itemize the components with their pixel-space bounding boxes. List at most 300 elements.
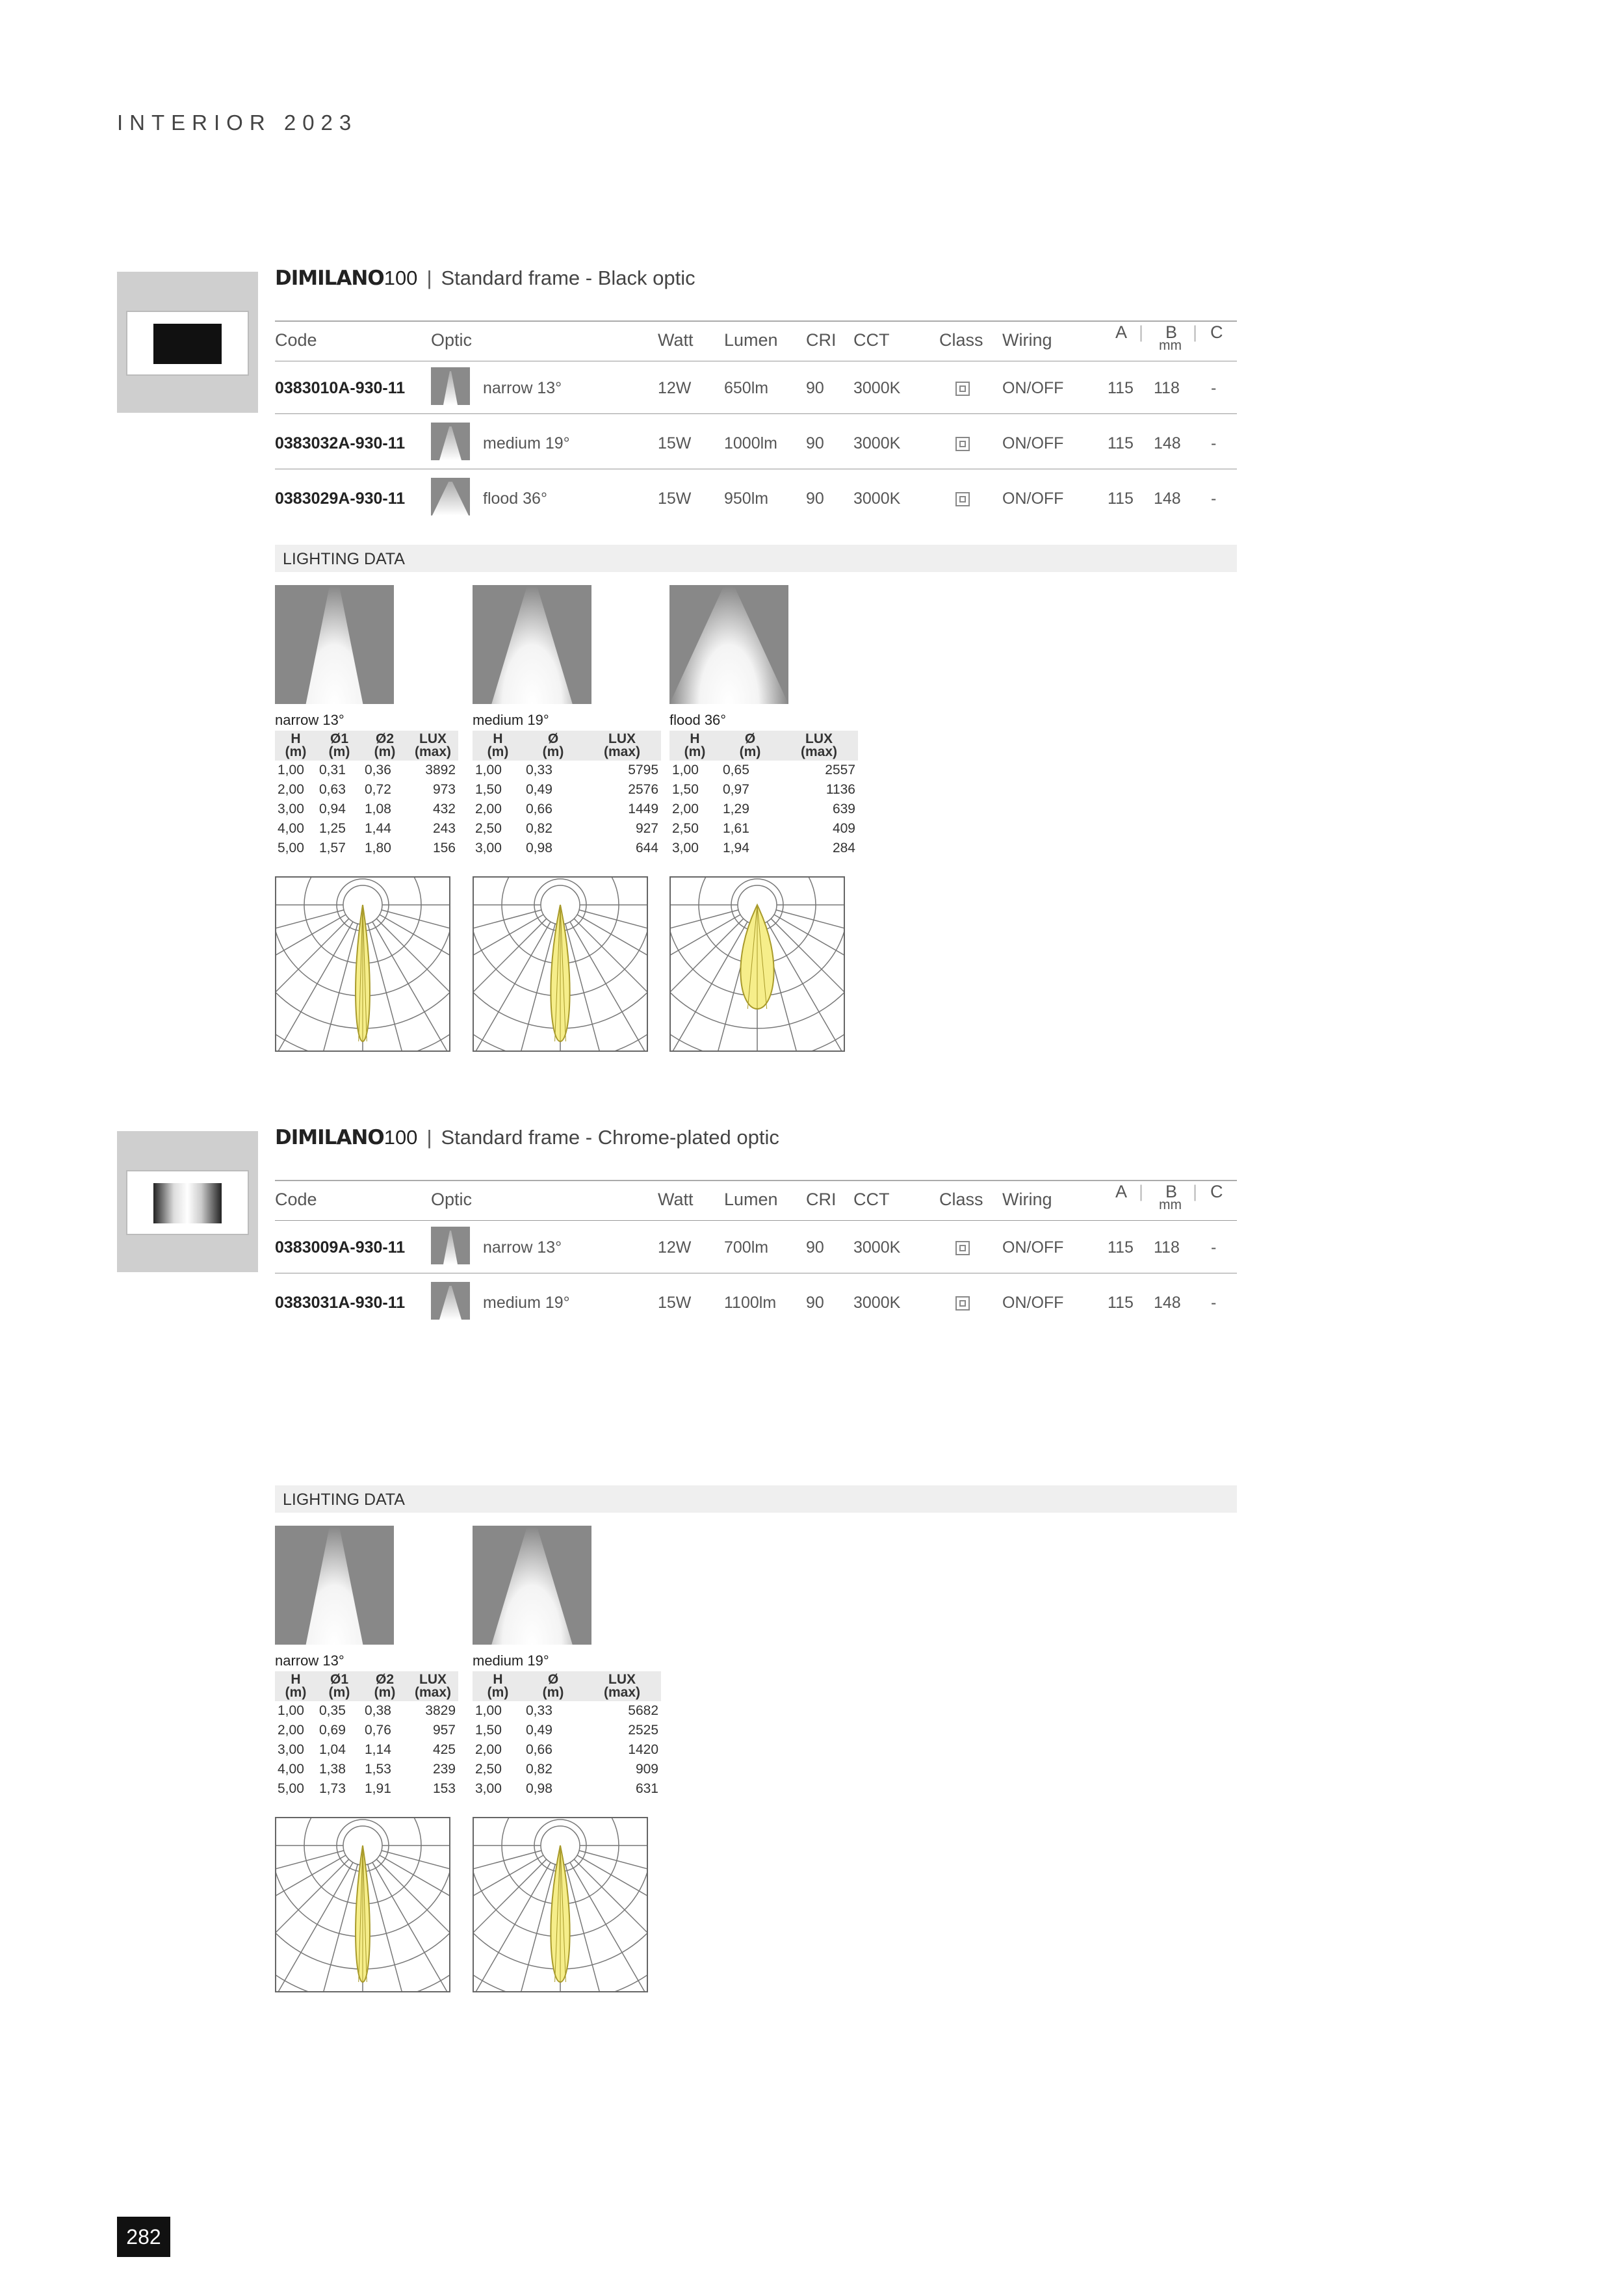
photometric-cell: 409 — [832, 821, 855, 836]
photometric-cell: 1,50 — [475, 1723, 502, 1738]
optic-beam-icon — [431, 1227, 470, 1264]
product-code: 0383009A-930-11 — [275, 1238, 406, 1257]
wiring-value: ON/OFF — [1002, 1238, 1064, 1257]
photometric-cell: 0,82 — [526, 1762, 552, 1777]
beam-label: narrow 13° — [275, 1652, 344, 1669]
photometric-cell: 4,00 — [278, 1762, 304, 1777]
polar-diagram — [275, 1817, 450, 1992]
class-ii-icon — [955, 1296, 970, 1311]
photometric-row — [275, 1760, 458, 1779]
wiring-value: ON/OFF — [1002, 434, 1064, 452]
header-label: Ø1 — [330, 731, 348, 746]
header-label: Ø — [744, 731, 756, 746]
fixture-optic — [153, 324, 222, 364]
photometric-cell: 639 — [832, 802, 855, 816]
photometric-cell: 425 — [432, 1742, 456, 1757]
product-code: 0383031A-930-11 — [275, 1294, 406, 1312]
column-header-code: Code — [275, 330, 317, 350]
optic-beam-icon — [431, 1282, 470, 1320]
dimension-b: 118 — [1154, 1238, 1180, 1257]
photometric-cell: 1,44 — [365, 821, 391, 836]
photometric-row — [473, 761, 661, 780]
photometric-cell: 1,14 — [365, 1742, 391, 1757]
photometric-cell: 2,50 — [475, 821, 502, 836]
column-header-cct: CCT — [853, 1190, 890, 1209]
photometric-row — [669, 839, 858, 858]
product-thumbnail — [117, 272, 258, 413]
photometric-cell: 2,50 — [672, 821, 699, 836]
header-divider: | — [1139, 1182, 1144, 1201]
optic-label: medium 19° — [483, 434, 570, 452]
product-code: 0383029A-930-11 — [275, 489, 406, 508]
lumen-value: 650lm — [724, 379, 769, 397]
product-code: 0383010A-930-11 — [275, 379, 406, 397]
header-label: Ø2 — [375, 1672, 394, 1687]
photometric-header — [473, 731, 523, 761]
dimension-c: - — [1211, 379, 1217, 397]
dimension-b: 148 — [1154, 434, 1181, 452]
photometric-cell: 2,00 — [475, 802, 502, 816]
photometric-row — [275, 1779, 458, 1799]
lumen-value: 700lm — [724, 1238, 769, 1257]
photometric-cell: 0,36 — [365, 763, 391, 777]
photometric-row — [275, 800, 458, 819]
header-unit: (m) — [487, 1685, 509, 1700]
beam-cone — [275, 585, 394, 704]
photometric-cell: 1,00 — [278, 763, 304, 777]
photometric-row — [669, 780, 858, 800]
lumen-value: 950lm — [724, 489, 769, 508]
polar-diagram — [669, 876, 845, 1052]
header-label: Ø — [547, 731, 559, 746]
photometric-header — [317, 731, 362, 761]
header-label: Ø — [547, 1672, 559, 1687]
photometric-cell: 2,00 — [278, 782, 304, 797]
photometric-cell: 1,80 — [365, 841, 391, 855]
product-title — [275, 267, 695, 290]
photometric-cell: 1,50 — [475, 782, 502, 797]
cri-value: 90 — [806, 1294, 824, 1312]
photometric-cell: 1,53 — [365, 1762, 391, 1777]
column-header-optic: Optic — [431, 330, 473, 350]
photometric-cell: 2,00 — [475, 1742, 502, 1757]
dimension-a: 115 — [1108, 1294, 1134, 1312]
photometric-header — [317, 1671, 362, 1701]
column-header-c: C — [1210, 1182, 1223, 1201]
photometric-cell: 0,69 — [319, 1723, 346, 1738]
header-unit: (m) — [684, 744, 706, 759]
photometric-cell: 1,61 — [723, 821, 749, 836]
title-separator: | — [426, 1126, 432, 1149]
photometric-table — [473, 1671, 661, 1799]
photometric-cell: 239 — [432, 1762, 456, 1777]
photometric-cell: 1,38 — [319, 1762, 346, 1777]
photometric-row — [275, 1721, 458, 1740]
product-name: DIMILANO — [275, 1126, 384, 1149]
photometric-cell: 284 — [832, 841, 855, 855]
photometric-cell: 0,94 — [319, 802, 346, 816]
column-header-class: Class — [939, 330, 983, 350]
beam-cone — [473, 1526, 591, 1645]
photometric-cell: 927 — [635, 821, 658, 836]
photometric-cell: 973 — [432, 782, 456, 797]
photometric-cell: 957 — [432, 1723, 456, 1738]
photometric-cell: 909 — [635, 1762, 658, 1777]
photometric-header — [523, 1671, 583, 1701]
dimension-a: 115 — [1108, 379, 1134, 397]
beam-label: narrow 13° — [275, 712, 344, 728]
beam-shape — [443, 1231, 458, 1264]
photometric-cell: 0,82 — [526, 821, 552, 836]
column-header-a: A — [1115, 322, 1128, 342]
photometric-cell: 243 — [432, 821, 456, 836]
cct-value: 3000K — [853, 379, 901, 397]
header-unit: (m) — [374, 1685, 396, 1700]
header-unit: (m) — [328, 744, 350, 759]
photometric-cell: 2525 — [628, 1723, 658, 1738]
dimension-unit: mm — [1159, 338, 1182, 353]
header-unit: (m) — [285, 1685, 307, 1700]
header-unit: (max) — [800, 744, 838, 759]
beam-cone — [275, 1526, 394, 1645]
cri-value: 90 — [806, 379, 824, 397]
polar-diagram — [275, 876, 450, 1052]
photometric-cell: 3,00 — [672, 841, 699, 855]
lumen-value: 1100lm — [724, 1294, 777, 1312]
dimension-b: 118 — [1154, 379, 1180, 397]
header-unit: (m) — [542, 744, 564, 759]
dimension-c: - — [1211, 434, 1217, 452]
cri-value: 90 — [806, 1238, 824, 1257]
photometric-cell: 0,97 — [723, 782, 749, 797]
photometric-cell: 0,72 — [365, 782, 391, 797]
beam-photo — [473, 1526, 591, 1645]
photometric-cell: 0,31 — [319, 763, 346, 777]
photometric-cell: 0,49 — [526, 782, 552, 797]
header-label: LUX — [608, 1672, 636, 1687]
photometric-header — [523, 731, 583, 761]
photometric-row — [275, 839, 458, 858]
header-label: Ø1 — [330, 1672, 348, 1687]
optic-label: narrow 13° — [483, 1238, 562, 1257]
photometric-cell: 5,00 — [278, 841, 304, 855]
photometric-cell: 1449 — [628, 802, 658, 816]
photometric-row — [275, 1740, 458, 1760]
column-header-cct: CCT — [853, 330, 890, 350]
header-label: H — [493, 1672, 503, 1687]
photometric-cell: 432 — [432, 802, 456, 816]
watt-value: 12W — [658, 1238, 692, 1257]
photometric-cell: 1,50 — [672, 782, 699, 797]
optic-label: narrow 13° — [483, 379, 562, 397]
beam-label: medium 19° — [473, 712, 549, 728]
photometric-cell: 644 — [635, 841, 658, 855]
column-header-optic: Optic — [431, 1190, 473, 1209]
beam-photo — [669, 585, 788, 704]
watt-value: 15W — [658, 1294, 692, 1312]
column-header-c: C — [1210, 322, 1223, 342]
photometric-cell: 1136 — [825, 782, 855, 797]
beam-shape — [439, 1286, 461, 1320]
product-number: 100 — [383, 267, 418, 289]
photometric-row — [473, 819, 661, 839]
photometric-cell: 3,00 — [475, 1781, 502, 1796]
column-header-class: Class — [939, 1190, 983, 1209]
product-name: DIMILANO — [275, 267, 384, 290]
column-header-cri: CRI — [806, 330, 837, 350]
photometric-cell: 0,66 — [526, 802, 552, 816]
photometric-header — [473, 1671, 523, 1701]
header-divider: | — [1139, 322, 1144, 342]
photometric-header — [408, 1671, 458, 1701]
dimension-a: 115 — [1108, 434, 1134, 452]
fixture-frame — [126, 311, 249, 376]
photometric-cell: 0,63 — [319, 782, 346, 797]
product-thumbnail — [117, 1131, 258, 1272]
header-divider: | — [1193, 322, 1198, 342]
photometric-header — [720, 731, 780, 761]
photometric-cell: 0,98 — [526, 841, 552, 855]
photometric-cell: 1,00 — [278, 1703, 304, 1718]
beam-photo — [275, 585, 394, 704]
photometric-row — [473, 780, 661, 800]
header-label: Ø2 — [375, 731, 394, 746]
header-unit: (m) — [374, 744, 396, 759]
beam-cone — [669, 585, 788, 704]
polar-diagram — [473, 876, 648, 1052]
photometric-row — [275, 819, 458, 839]
header-label: LUX — [608, 731, 636, 746]
photometric-cell: 1,00 — [475, 1703, 502, 1718]
photometric-row — [473, 1779, 661, 1799]
photometric-cell: 631 — [635, 1781, 658, 1796]
column-header-b: B — [1165, 1182, 1178, 1201]
photometric-cell: 1420 — [628, 1742, 658, 1757]
column-header-watt: Watt — [658, 330, 694, 350]
beam-shape — [432, 482, 469, 515]
photometric-cell: 3892 — [425, 763, 456, 777]
column-header-lumen: Lumen — [724, 330, 778, 350]
class-ii-icon — [955, 1241, 970, 1255]
page-header-title: INTERIOR 2023 — [117, 111, 358, 135]
watt-value: 12W — [658, 379, 692, 397]
fixture-frame — [126, 1170, 249, 1235]
photometric-header — [362, 731, 408, 761]
photometric-cell: 1,00 — [475, 763, 502, 777]
column-header-b: B — [1165, 322, 1178, 342]
lumen-value: 1000lm — [724, 434, 777, 452]
cct-value: 3000K — [853, 489, 901, 508]
table-top-rule — [275, 1180, 1237, 1181]
lighting-data-bar — [275, 1485, 1237, 1513]
beam-photo — [473, 585, 591, 704]
wiring-value: ON/OFF — [1002, 379, 1064, 397]
header-label: H — [291, 731, 301, 746]
column-header-wiring: Wiring — [1002, 330, 1052, 350]
photometric-row — [473, 839, 661, 858]
header-unit: (m) — [487, 744, 509, 759]
column-header-a: A — [1115, 1182, 1128, 1201]
photometric-cell: 2,00 — [672, 802, 699, 816]
wiring-value: ON/OFF — [1002, 1294, 1064, 1312]
photometric-cell: 1,04 — [319, 1742, 346, 1757]
photometric-cell: 1,25 — [319, 821, 346, 836]
dimension-a: 115 — [1108, 489, 1134, 508]
photometric-header — [669, 731, 720, 761]
photometric-cell: 153 — [432, 1781, 456, 1796]
photometric-cell: 1,73 — [319, 1781, 346, 1796]
header-label: H — [493, 731, 503, 746]
beam-label: flood 36° — [669, 712, 727, 728]
photometric-cell: 0,65 — [723, 763, 749, 777]
column-header-code: Code — [275, 1190, 317, 1209]
photometric-cell: 3,00 — [278, 1742, 304, 1757]
photometric-cell: 2,50 — [475, 1762, 502, 1777]
page-number: 282 — [117, 2217, 170, 2257]
column-header-wiring: Wiring — [1002, 1190, 1052, 1209]
photometric-cell: 4,00 — [278, 821, 304, 836]
photometric-cell: 0,76 — [365, 1723, 391, 1738]
dimension-c: - — [1211, 1294, 1217, 1312]
photometric-cell: 5,00 — [278, 1781, 304, 1796]
photometric-cell: 1,94 — [723, 841, 749, 855]
lighting-data-label: LIGHTING DATA — [283, 1491, 405, 1509]
watt-value: 15W — [658, 489, 692, 508]
photometric-cell: 0,33 — [526, 1703, 552, 1718]
photometric-cell: 3,00 — [278, 802, 304, 816]
photometric-cell: 2576 — [628, 782, 658, 797]
dimension-unit: mm — [1159, 1197, 1182, 1212]
cri-value: 90 — [806, 434, 824, 452]
dimension-a: 115 — [1108, 1238, 1134, 1257]
optic-label: flood 36° — [483, 489, 547, 508]
class-ii-icon — [955, 437, 970, 451]
cri-value: 90 — [806, 489, 824, 508]
photometric-row — [669, 819, 858, 839]
class-ii-icon — [955, 382, 970, 396]
photometric-header — [362, 1671, 408, 1701]
photometric-cell: 0,33 — [526, 763, 552, 777]
header-label: LUX — [805, 731, 833, 746]
photometric-row — [473, 1701, 661, 1721]
lighting-data-label: LIGHTING DATA — [283, 550, 405, 568]
photometric-cell: 3829 — [425, 1703, 456, 1718]
photometric-cell: 3,00 — [475, 841, 502, 855]
product-subtitle: Standard frame - Chrome-plated optic — [441, 1126, 779, 1149]
photometric-cell: 1,91 — [365, 1781, 391, 1796]
photometric-row — [473, 1740, 661, 1760]
header-unit: (max) — [603, 1685, 641, 1700]
photometric-cell: 2557 — [825, 763, 855, 777]
photometric-row — [473, 800, 661, 819]
photometric-row — [275, 780, 458, 800]
photometric-cell: 0,98 — [526, 1781, 552, 1796]
product-number: 100 — [383, 1126, 418, 1149]
beam-shape — [439, 426, 461, 460]
photometric-row — [669, 800, 858, 819]
photometric-cell: 1,29 — [723, 802, 749, 816]
polar-diagram — [473, 1817, 648, 1992]
header-label: H — [291, 1672, 301, 1687]
photometric-table — [669, 731, 858, 858]
row-divider — [275, 413, 1237, 414]
photometric-cell: 156 — [432, 841, 456, 855]
photometric-row — [275, 1701, 458, 1721]
photometric-cell: 1,08 — [365, 802, 391, 816]
header-unit: (max) — [603, 744, 641, 759]
watt-value: 15W — [658, 434, 692, 452]
dimension-c: - — [1211, 1238, 1217, 1257]
header-unit: (m) — [739, 744, 761, 759]
cct-value: 3000K — [853, 434, 901, 452]
column-header-cri: CRI — [806, 1190, 837, 1209]
beam-cone — [473, 585, 591, 704]
optic-beam-icon — [431, 478, 470, 515]
optic-label: medium 19° — [483, 1294, 570, 1312]
wiring-value: ON/OFF — [1002, 489, 1064, 508]
title-separator: | — [426, 267, 432, 289]
photometric-header — [780, 731, 858, 761]
fixture-optic — [153, 1183, 222, 1223]
dimension-c: - — [1211, 489, 1217, 508]
photometric-cell: 0,66 — [526, 1742, 552, 1757]
photometric-cell: 2,00 — [278, 1723, 304, 1738]
photometric-header — [275, 731, 317, 761]
class-ii-icon — [955, 492, 970, 506]
photometric-row — [473, 1760, 661, 1779]
photometric-table — [275, 731, 458, 858]
photometric-table — [473, 731, 661, 858]
photometric-row — [473, 1721, 661, 1740]
table-top-rule — [275, 320, 1237, 322]
photometric-cell: 1,00 — [672, 763, 699, 777]
header-divider: | — [1193, 1182, 1198, 1201]
header-label: LUX — [419, 731, 447, 746]
beam-shape — [443, 371, 458, 405]
photometric-header — [583, 731, 661, 761]
photometric-row — [275, 761, 458, 780]
column-header-lumen: Lumen — [724, 1190, 778, 1209]
header-unit: (max) — [414, 1685, 452, 1700]
photometric-table — [275, 1671, 458, 1799]
photometric-header — [275, 1671, 317, 1701]
product-title — [275, 1126, 779, 1149]
header-unit: (m) — [328, 1685, 350, 1700]
photometric-cell: 1,57 — [319, 841, 346, 855]
photometric-row — [669, 761, 858, 780]
photometric-header — [583, 1671, 661, 1701]
cct-value: 3000K — [853, 1294, 901, 1312]
photometric-cell: 0,38 — [365, 1703, 391, 1718]
header-unit: (m) — [542, 1685, 564, 1700]
photometric-cell: 5682 — [628, 1703, 658, 1718]
photometric-cell: 0,49 — [526, 1723, 552, 1738]
dimension-b: 148 — [1154, 1294, 1181, 1312]
optic-beam-icon — [431, 367, 470, 405]
photometric-cell: 5795 — [628, 763, 658, 777]
header-bottom-rule — [275, 1220, 1237, 1221]
beam-label: medium 19° — [473, 1652, 549, 1669]
column-header-watt: Watt — [658, 1190, 694, 1209]
product-code: 0383032A-930-11 — [275, 434, 406, 452]
header-unit: (m) — [285, 744, 307, 759]
header-label: H — [690, 731, 700, 746]
cct-value: 3000K — [853, 1238, 901, 1257]
dimension-b: 148 — [1154, 489, 1181, 508]
optic-beam-icon — [431, 423, 470, 460]
beam-photo — [275, 1526, 394, 1645]
lighting-data-bar — [275, 545, 1237, 572]
